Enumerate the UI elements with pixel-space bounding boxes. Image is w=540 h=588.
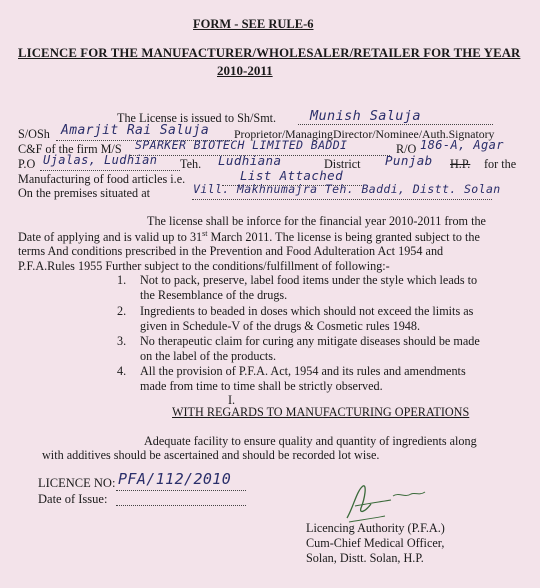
condition-2-number: 2.	[117, 304, 127, 318]
district-value: Punjab	[385, 153, 433, 168]
heading-line1: LICENCE FOR THE MANUFACTURER/WHOLESALER/RETAILER FOR THE YEAR	[18, 46, 521, 60]
premises-label: On the premises situated at	[18, 186, 150, 200]
form-label: FORM - SEE RULE-6	[193, 17, 314, 31]
hp-label: H.P.	[450, 157, 471, 171]
cf-label: C&F of the firm M/S	[18, 142, 122, 156]
heading-year: 2010-2011	[217, 63, 273, 78]
condition-3-number: 3.	[117, 334, 127, 348]
cf-value: SPARKER BIOTECH LIMITED BADDI	[135, 138, 348, 152]
so-roles: Proprietor/ManagingDirector/Nominee/Auth.Signatory	[234, 127, 495, 141]
teh-label: Teh.	[180, 157, 202, 171]
issued-to-label: The License is issued to Sh/Smt.	[117, 111, 277, 125]
manufacturing-value: List Attached	[240, 168, 344, 183]
for-the-text: for the	[484, 157, 517, 171]
para2-line1: Adequate facility to ensure quality and quantity of ingredients along	[144, 434, 477, 448]
premises-rule	[192, 199, 492, 200]
premises-value: Vill. Makhnumajra Teh. Baddi, Distt. Solan	[193, 182, 501, 196]
licence-no-label: LICENCE NO:	[38, 476, 116, 490]
condition-4-number: 4.	[117, 364, 127, 378]
authority-line2: Cum-Chief Medical Officer,	[306, 536, 445, 550]
section-heading: WITH REGARDS TO MANUFACTURING OPERATIONS	[172, 405, 470, 419]
condition-4-line1: All the provision of P.F.A. Act, 1954 and its rules and amendments	[140, 364, 466, 378]
issued-to-value: Munish Saluja	[310, 108, 421, 124]
date-of-issue-rule	[116, 505, 246, 506]
po-value: Ujalas, Ludhian	[43, 153, 158, 167]
teh-value: Ludhiana	[218, 153, 282, 168]
para2-line2: with additives should be ascertained and should be recorded lot wise.	[42, 448, 380, 462]
po-label: P.O	[18, 157, 36, 171]
condition-2-line2: given in Schedule-V of the drugs & Cosmetic rules 1948.	[140, 319, 421, 333]
so-value: Amarjit Rai Saluja	[61, 123, 210, 138]
authority-line1: Licencing Authority (P.F.A.)	[306, 521, 445, 535]
para1-line3: terms And conditions prescribed in the Prevention and Food Adulteration Act 1954 and	[18, 244, 444, 258]
date-of-issue-label: Date of Issue:	[38, 492, 108, 506]
condition-1-line2: the Resemblance of the drugs.	[140, 288, 288, 302]
condition-1-number: 1.	[117, 273, 127, 287]
condition-1-line1: Not to pack, preserve, label food items under the style which leads to	[140, 273, 478, 287]
ro-value: 186-A, Agar	[420, 138, 504, 152]
para1-line2: Date of applying and is valid up to 31st March 2011. The license is being granted subject to the	[18, 229, 480, 245]
para1-line1: The license shall be inforce for the financial year 2010-2011 from the	[147, 214, 486, 228]
manufacturing-label: Manufacturing of food articles i.e.	[18, 172, 186, 186]
district-label: District	[324, 157, 361, 171]
ro-label: R/O	[396, 142, 417, 156]
licence-no-value: PFA/112/2010	[118, 470, 232, 488]
roman-one: I.	[228, 393, 236, 407]
condition-3-line1: No therapeutic claim for curing any mitigate diseases should be made	[140, 334, 480, 348]
signature-mark	[335, 478, 435, 526]
licence-no-rule	[116, 490, 246, 491]
issued-to-rule	[298, 124, 493, 125]
po-rule	[40, 170, 180, 171]
condition-2-line1: Ingredients to beaded in doses which should not exceed the limits as	[140, 304, 474, 318]
condition-3-line2: on the label of the products.	[140, 349, 277, 363]
condition-4-line2: made from time to time shall be strictly observed.	[140, 379, 383, 393]
para1-line4: P.F.A.Rules 1955 Further subject to the conditions/fulfillment of following:-	[18, 259, 390, 273]
so-label: S/OSh	[18, 127, 50, 141]
authority-line3: Solan, Distt. Solan, H.P.	[306, 551, 424, 565]
